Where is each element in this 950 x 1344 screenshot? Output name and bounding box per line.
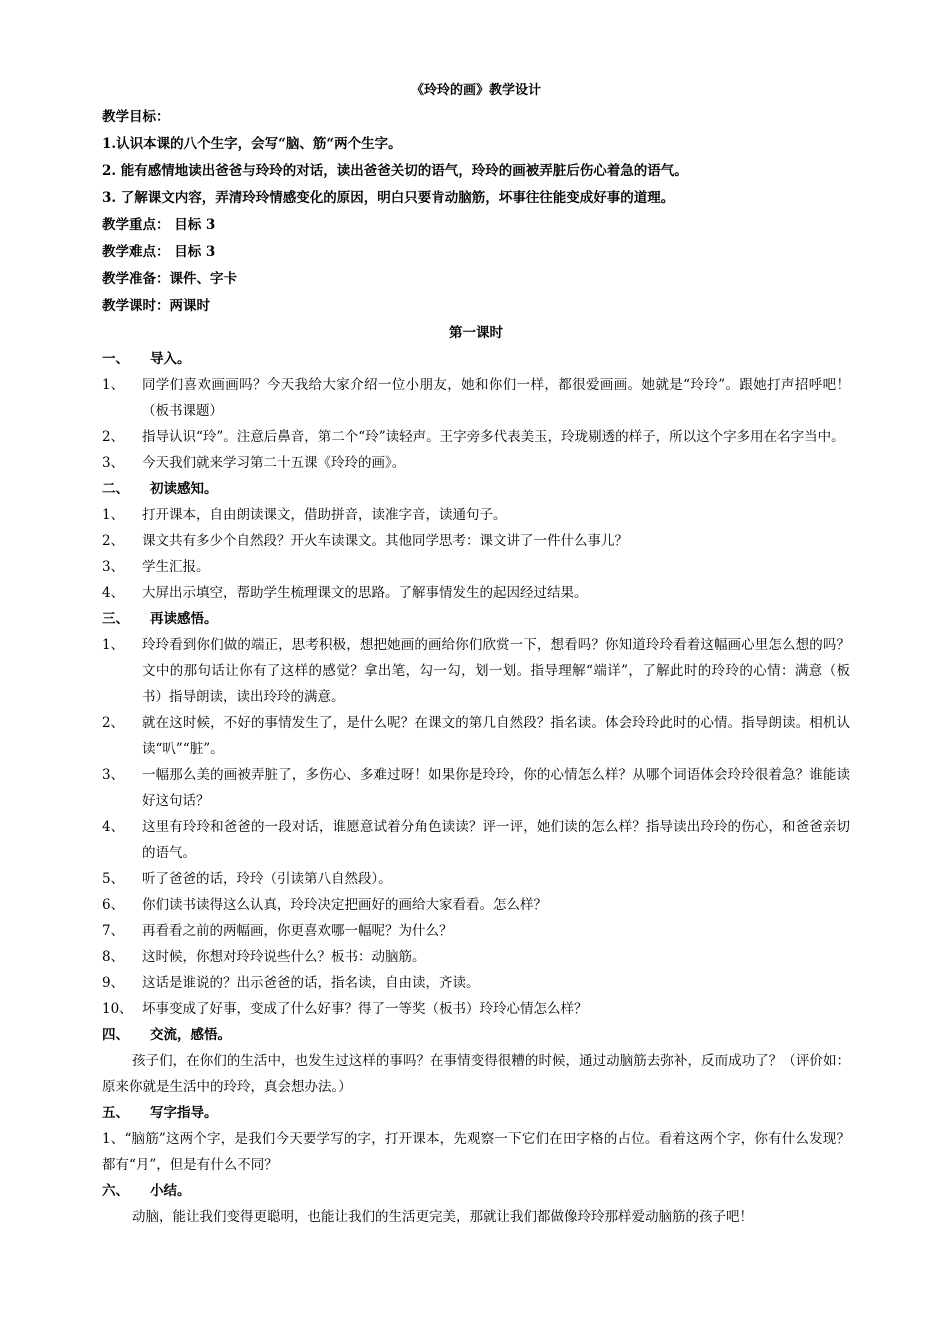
list-item — [102, 944, 850, 970]
item-text: 玲玲看到你们做的端正，思考积极，想把她画的画给你们欣赏一下，想看吗？你知道玲玲看着这幅画心里怎么想的吗？文中的那句话让你有了这样的感觉？拿出笔，勾一勾，划一划。指导理解“端详”，了解此时的玲玲的心情：满意（板书）指导朗读，读出玲玲的满意。 — [142, 637, 850, 705]
goal-3: 3. 了解课文内容，弄清玲玲情感变化的原因，明白只要肯动脑筋，坏事往往能变成好事的道理。 — [102, 190, 675, 206]
item-number: 3、 — [102, 559, 125, 575]
list-item — [102, 996, 850, 1022]
section-title: 小结。 — [150, 1183, 191, 1199]
list-item — [102, 814, 850, 866]
item-number: 1、 — [102, 507, 125, 523]
section-number: 六、 — [102, 1183, 129, 1199]
item-number: 4、 — [102, 819, 125, 835]
item-number: 3、 — [102, 455, 125, 471]
item-number: 5、 — [102, 871, 125, 887]
item-number: 1、 — [102, 377, 125, 393]
list-item — [102, 710, 850, 762]
item-number: 2、 — [102, 715, 125, 731]
item-number: 10、 — [102, 1001, 133, 1017]
header-block — [102, 104, 850, 320]
item-text: 学生汇报。 — [142, 559, 210, 575]
section-number: 四、 — [102, 1027, 129, 1043]
item-text: 同学们喜欢画画吗？今天我给大家介绍一位小朋友，她和你们一样，都很爱画画。她就是“玲玲”。跟她打声招呼吧！（板书课题） — [142, 377, 850, 419]
item-text: 听了爸爸的话，玲玲（引读第八自然段）。 — [142, 871, 392, 887]
section-title: 初读感知。 — [150, 481, 218, 497]
difficulty: 教学难点： 目标 3 — [102, 244, 216, 260]
item-number: 7、 — [102, 923, 125, 939]
item-text: 今天我们就来学习第二十五课《玲玲的画》。 — [142, 455, 406, 471]
section-paragraph: 1、“脑筋”这两个字，是我们今天要学写的字，打开课本，先观察一下它们在田字格的占位。看着这两个字，你有什么发现？都有“月”，但是有什么不同？ — [102, 1131, 850, 1173]
list-item — [102, 632, 850, 710]
item-text: 课文共有多少个自然段？开火车读课文。其他同学思考：课文讲了一件什么事儿？ — [142, 533, 628, 549]
document-page — [102, 78, 850, 1230]
item-text: 这时候，你想对玲玲说些什么？板书：动脑筋。 — [142, 949, 426, 965]
section-title: 交流，感悟。 — [150, 1027, 231, 1043]
list-item — [102, 502, 850, 528]
section-number: 一、 — [102, 351, 129, 367]
page-title: 《玲玲的画》教学设计 — [410, 83, 541, 98]
section-heading — [102, 1022, 850, 1048]
section-heading — [102, 1100, 850, 1126]
item-text: 你们读书读得这么认真，玲玲决定把画好的画给大家看看。怎么样？ — [142, 897, 547, 913]
item-number: 8、 — [102, 949, 125, 965]
section-heading — [102, 606, 850, 632]
key-point: 教学重点： 目标 3 — [102, 217, 216, 233]
list-item — [102, 372, 850, 424]
class-hours: 教学课时：两课时 — [102, 298, 210, 314]
item-number: 3、 — [102, 767, 125, 783]
item-text: 就在这时候，不好的事情发生了，是什么呢？在课文的第几自然段？指名读。体会玲玲此时的心情。指导朗读。相机认读“叭”“脏”。 — [142, 715, 850, 757]
item-number: 2、 — [102, 533, 125, 549]
list-item — [102, 424, 850, 450]
goal-2: 2. 能有感情地读出爸爸与玲玲的对话，读出爸爸关切的语气，玲玲的画被弄脏后伤心着急的语气。 — [102, 163, 688, 179]
goal-1: 1.认识本课的八个生字，会写“脑、筋“两个生字。 — [102, 136, 402, 152]
item-text: 再看看之前的两幅画，你更喜欢哪一幅呢？为什么？ — [142, 923, 453, 939]
item-number: 9、 — [102, 975, 125, 991]
section-heading — [102, 476, 850, 502]
section-number: 二、 — [102, 481, 129, 497]
item-text: 大屏出示填空，帮助学生梳理课文的思路。了解事情发生的起因经过结果。 — [142, 585, 588, 601]
list-item — [102, 866, 850, 892]
section-number: 五、 — [102, 1105, 129, 1121]
list-item — [102, 580, 850, 606]
section-title: 再读感悟。 — [150, 611, 218, 627]
item-number: 4、 — [102, 585, 125, 601]
list-item — [102, 450, 850, 476]
section-paragraph: 孩子们，在你们的生活中，也发生过这样的事吗？在事情变得很糟的时候，通过动脑筋去弥补，反而成功了？（评价如：原来你就是生活中的玲玲，真会想办法。） — [102, 1053, 850, 1095]
lesson-title: 第一课时 — [449, 325, 503, 341]
section-title: 写字指导。 — [150, 1105, 218, 1121]
section-heading — [102, 1178, 850, 1204]
section-title: 导入。 — [150, 351, 191, 367]
list-item — [102, 554, 850, 580]
item-text: 这话是谁说的？出示爸爸的话，指名读，自由读，齐读。 — [142, 975, 480, 991]
section-heading — [102, 346, 850, 372]
list-item — [102, 918, 850, 944]
item-text: 这里有玲玲和爸爸的一段对话，谁愿意试着分角色读读？评一评，她们读的怎么样？指导读出玲玲的伤心，和爸爸亲切的语气。 — [142, 819, 850, 861]
item-text: 打开课本，自由朗读课文，借助拼音，读准字音，读通句子。 — [142, 507, 507, 523]
item-text: 指导认识“玲”。注意后鼻音，第二个“玲”读轻声。王字旁多代表美玉，玲珑剔透的样子，所以这个字多用在名字当中。 — [142, 429, 845, 445]
list-item — [102, 762, 850, 814]
item-number: 6、 — [102, 897, 125, 913]
item-text: 坏事变成了好事，变成了什么好事？得了一等奖（板书）玲玲心情怎么样？ — [142, 1001, 588, 1017]
preparation: 教学准备：课件、字卡 — [102, 271, 237, 287]
section-number: 三、 — [102, 611, 129, 627]
item-number: 2、 — [102, 429, 125, 445]
item-number: 1、 — [102, 637, 125, 653]
list-item — [102, 892, 850, 918]
item-text: 一幅那么美的画被弄脏了，多伤心、多难过呀！如果你是玲玲，你的心情怎么样？从哪个词语体会玲玲很着急？谁能读好这句话？ — [142, 767, 850, 809]
list-item — [102, 970, 850, 996]
list-item — [102, 528, 850, 554]
goals-label: 教学目标： — [102, 109, 170, 125]
section-paragraph: 动脑，能让我们变得更聪明，也能让我们的生活更完美，那就让我们都做像玲玲那样爱动脑筋的孩子吧！ — [132, 1209, 753, 1225]
